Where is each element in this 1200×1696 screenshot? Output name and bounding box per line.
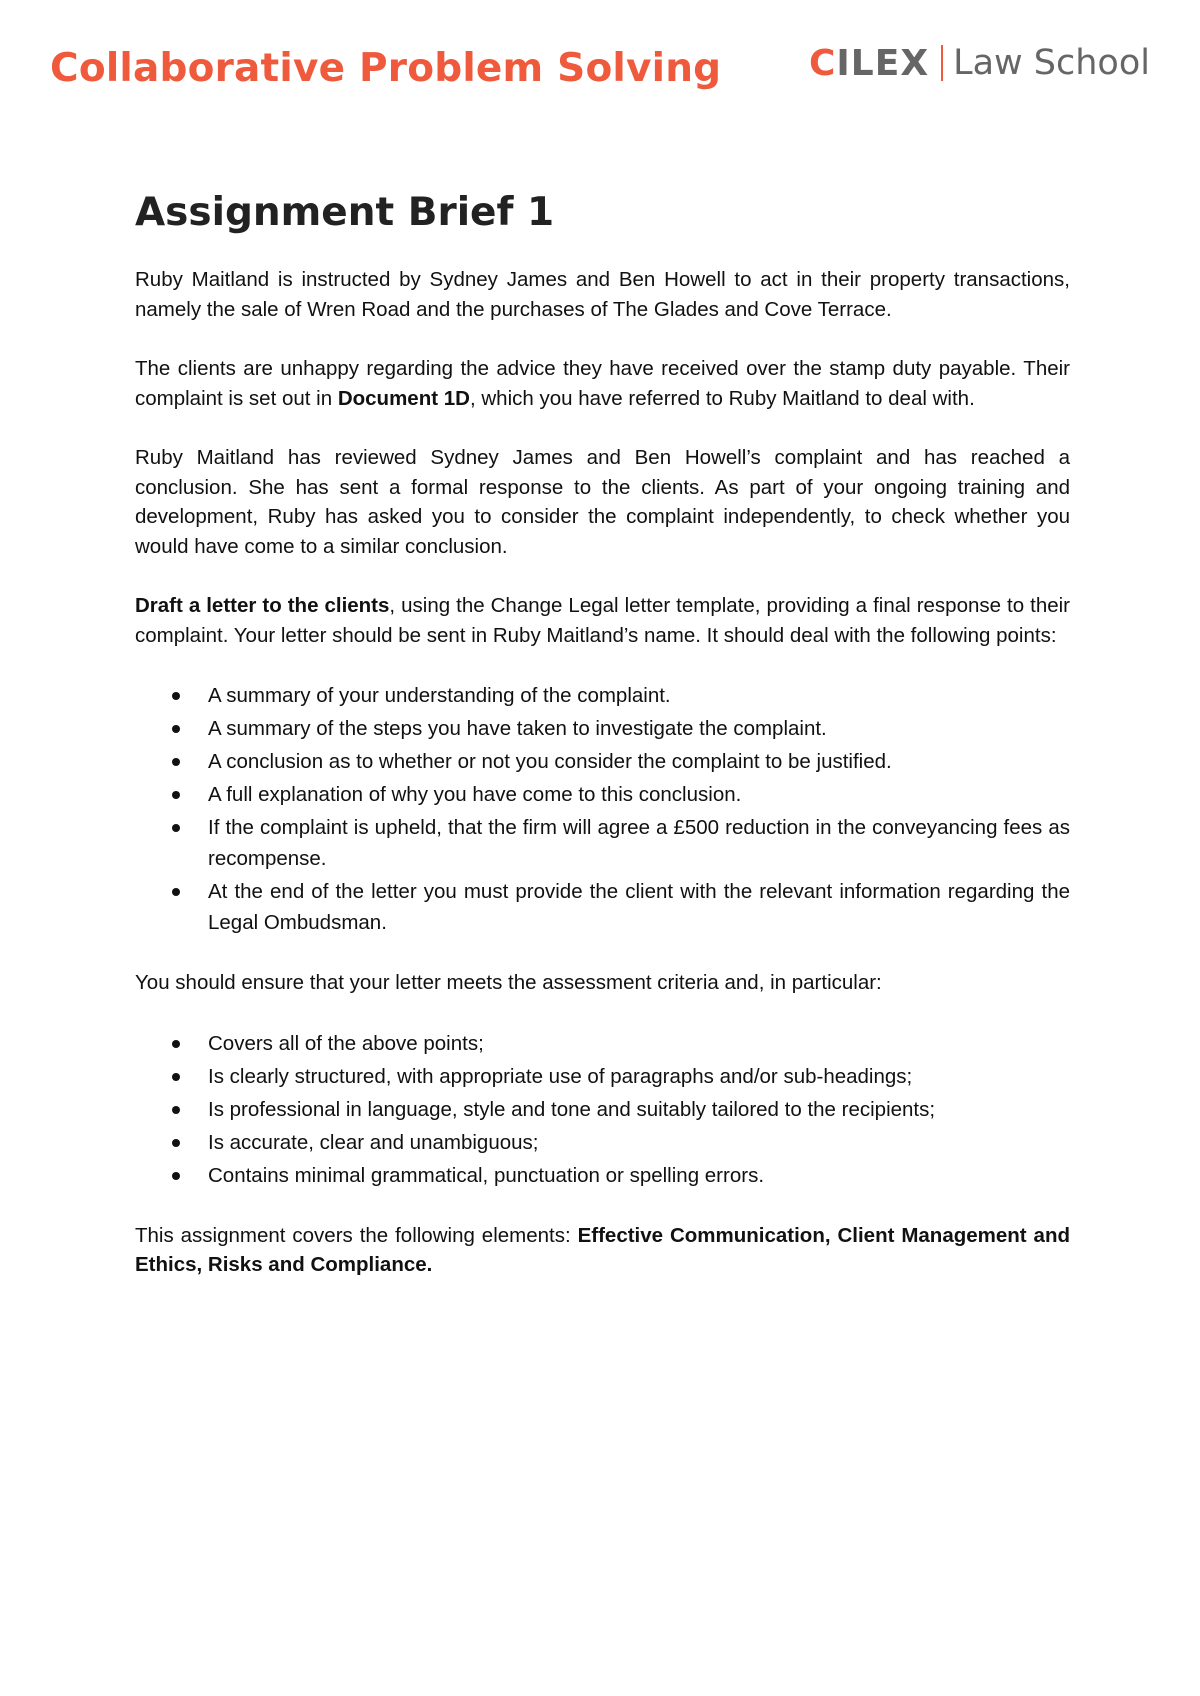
bullet-icon xyxy=(172,725,180,733)
document-reference: Document 1D xyxy=(337,386,470,410)
cilex-law-school-logo xyxy=(809,38,1150,88)
bullet-icon xyxy=(172,1172,180,1180)
criteria-intro-paragraph: You should ensure that your letter meets the assessment criteria and, in particular: xyxy=(135,971,882,994)
task-paragraph xyxy=(135,591,1070,650)
list-item: A full explanation of why you have come to this conclusion. xyxy=(135,779,1070,810)
bullet-icon xyxy=(172,791,180,799)
logo-school-text: Law School xyxy=(953,43,1150,83)
list-item: Is professional in language, style and tone and suitably tailored to the recipients; xyxy=(135,1094,1070,1125)
list-item: A conclusion as to whether or not you consider the complaint to be justified. xyxy=(135,746,1070,777)
bullet-icon xyxy=(172,758,180,766)
elements-text: This assignment covers the following elements: xyxy=(135,1223,578,1247)
complaint-paragraph xyxy=(135,354,1070,413)
task-instruction: Draft a letter to the clients xyxy=(135,594,390,617)
list-item: Covers all of the above points; xyxy=(135,1028,1070,1059)
complaint-text-end: , which you have referred to Ruby Maitland to deal with. xyxy=(469,386,975,410)
logo-divider xyxy=(941,45,943,81)
review-paragraph: Ruby Maitland has reviewed Sydney James and Ben Howell’s complaint and has reached a conclusion. She has sent a formal response to the clients. As part of your ongoing training and development, Ruby has asked you to consider the complaint independently, to check whether you would have come to a similar conclusion. xyxy=(135,446,1070,558)
bullet-icon xyxy=(172,1106,180,1114)
criteria-list xyxy=(135,1028,1070,1191)
list-item: Contains minimal grammatical, punctuation or spelling errors. xyxy=(135,1160,1070,1191)
list-item: At the end of the letter you must provide the client with the relevant information regarding the Legal Ombudsman. xyxy=(135,876,1070,938)
bullet-icon xyxy=(172,888,180,896)
intro-paragraph: Ruby Maitland is instructed by Sydney James and Ben Howell to act in their property transactions, namely the sale of Wren Road and the purchases of The Glades and Cove Terrace. xyxy=(135,268,1070,321)
bullet-icon xyxy=(172,1073,180,1081)
document-heading: Assignment Brief 1 xyxy=(135,190,555,235)
bullet-icon xyxy=(172,1139,180,1147)
list-item: Is accurate, clear and unambiguous; xyxy=(135,1127,1070,1158)
task-text: , using the Change Legal letter template, providing a final response to their complaint. Your letter should be sent in Ruby Maitland’s name. It should deal with the following points: xyxy=(135,594,1071,647)
list-item: A summary of your understanding of the complaint. xyxy=(135,680,1070,711)
list-item: Is clearly structured, with appropriate use of paragraphs and/or sub-headings; xyxy=(135,1061,1070,1092)
page-header-title: Collaborative Problem Solving xyxy=(50,46,722,91)
bullet-icon xyxy=(172,1040,180,1048)
elements-paragraph xyxy=(135,1221,1070,1280)
document-body xyxy=(135,190,1070,1310)
logo-brand-rest: ILEX xyxy=(836,42,930,84)
logo-brand xyxy=(809,43,929,84)
bullet-icon xyxy=(172,692,180,700)
logo-brand-initial: C xyxy=(808,42,837,84)
list-item: If the complaint is upheld, that the firm will agree a £500 reduction in the conveyancing fees as recompense. xyxy=(135,812,1070,874)
elements-list: Effective Communication, Client Management and Ethics, Risks and Compliance. xyxy=(135,1223,1070,1276)
points-list xyxy=(135,680,1070,938)
list-item: A summary of the steps you have taken to investigate the complaint. xyxy=(135,713,1070,744)
bullet-icon xyxy=(172,824,180,832)
complaint-text-start: The clients are unhappy regarding the advice they have received over the stamp duty payable. Their complaint is set out in xyxy=(135,357,1070,410)
